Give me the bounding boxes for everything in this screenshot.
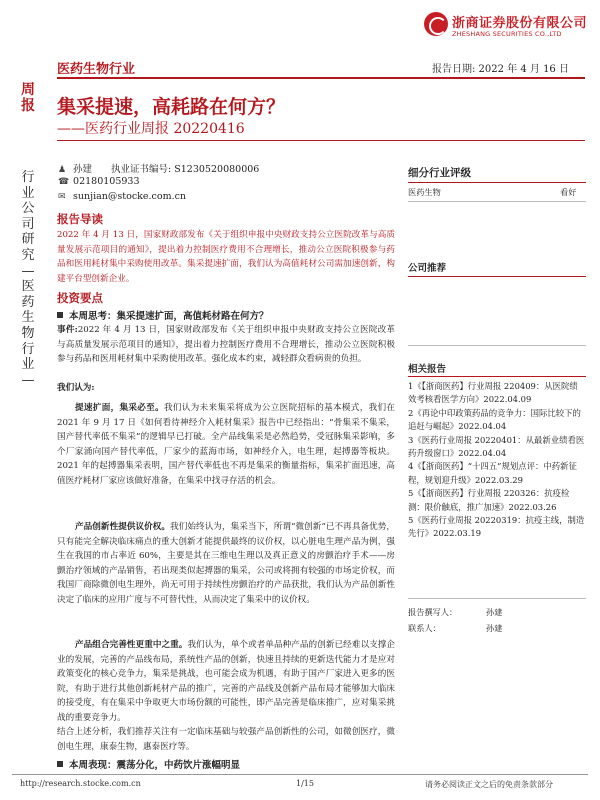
title-divider xyxy=(57,140,585,141)
author-label: 报告撰写人： xyxy=(408,607,458,617)
industry-title: 医药生物行业 xyxy=(57,62,136,77)
related-report-item[interactable]: 1《【浙商医药】行业周报 220409：从医院绩效考核看医学方向》2022.04.09 xyxy=(408,381,578,405)
recommend-divider xyxy=(408,276,586,277)
rating-title: 细分行业评级 xyxy=(408,167,471,179)
analyst-name-cert: 孙建 执业证书编号: S1230520080006 xyxy=(73,164,260,175)
analyst-phone: 02180105933 xyxy=(73,176,140,187)
analyst-email[interactable]: sunjian@stocke.com.cn xyxy=(73,191,187,202)
rating-divider xyxy=(408,182,586,183)
person-icon: ♟ xyxy=(58,165,67,175)
contact-name: 孙建 xyxy=(486,623,503,633)
bullet-weekly-thinking xyxy=(57,308,269,322)
related-title: 相关报告 xyxy=(408,364,447,375)
bullet-weekly-performance xyxy=(57,757,240,771)
report-date: 报告日期: 2022 年 4 月 16 日 xyxy=(432,64,569,75)
paragraph-portfolio xyxy=(57,638,395,726)
p1-text: 我们认为未来集采将成为公立医院招标的基本模式，我们在 2021 年 9 月 17 日《如何看待神经介入耗材集采》报告中已经指出：“骨集采不集采，国产替代率低不集采”的逻辑早已打破。全产品线集采是必然趋势，受冠脉集采影响，多个厂家涌向国产替代率低，厂家少的蓝海市场，如神经介入，电生理，起搏器等板块。2021 年的起搏器集采表明，国产替代率低也不再是集采的衡量指标，集采扩面迅速，高值医疗耗材厂家应该做好准备，在集采中找寻存活的机会。 xyxy=(57,403,395,486)
event-text: 2022 年 4 月 13 日，国家财政部发布《关于组织申报中央财政支持公立医院改革与高质量发展示范项目的通知》，提出着力控制医疗费用不合理增长，推动公立医院积极参与药品和医用耗材集中采购使用改革。强化成本约束，减轻群众看病贵的负担。 xyxy=(57,325,395,365)
footer-url[interactable]: http://research.stocke.com.cn xyxy=(20,779,141,788)
recommend-bottom-rule xyxy=(408,345,586,346)
p3-text: 我们认为，单个或者单品种产品的创新已经难以支撑企业的发展，完善的产品线布局，系统性产品的创新，快速且持续的更新迭代能力才是应对政策变化的核心竞争力，集采是挑战，也可能会成为机遇，有助于国产厂家进入更多的医院，有助于进行其他创新耗材产品的推广，完善的产品线及创新产品布局才能够加大临床的接受度，有在集采中争取更大市场份额的可能性，即产品完善是临床推广，应对集采挑战的重要竞争力。 xyxy=(57,640,395,723)
bullet-weekly-performance-text: 本周表现：震荡分化，中药饮片涨幅明显 xyxy=(69,760,241,771)
phone-icon: ☎ xyxy=(58,177,70,187)
email-line xyxy=(58,191,186,202)
p3-label: 产品组合完善性更重中之重。 xyxy=(75,640,188,650)
phone-line xyxy=(58,176,140,187)
related-bottom-rule xyxy=(408,598,586,599)
author-name: 孙建 xyxy=(486,607,503,617)
points-heading: 投资要点 xyxy=(57,291,103,305)
company-name-cn: 浙商证券股份有限公司 xyxy=(452,16,588,31)
company-name-en: ZHESHANG SECURITIES CO.,LTD xyxy=(452,30,562,38)
email-icon: ✉ xyxy=(58,192,66,202)
side-label-category: 行业公司研究—医药生物行业— xyxy=(21,170,35,388)
rating-sector: 医药生物 xyxy=(408,187,441,197)
square-bullet-icon xyxy=(57,312,63,318)
p1-label: 提速扩面，集采必至。 xyxy=(75,403,164,413)
bullet-weekly-thinking-text: 本周思考：集采提速扩面，高值耗材路在何方？ xyxy=(69,311,269,322)
company-logo-icon xyxy=(424,12,448,36)
footer-divider xyxy=(12,774,588,775)
analyst-line xyxy=(58,161,259,175)
event-label: 事件: xyxy=(57,325,78,335)
footer-disclaimer: 请务必阅读正文之后的免责条款部分 xyxy=(425,780,553,789)
conclusion-paragraph: 结合上述分析，我们推荐关注有一定临床基础与较强产品创新性的公司，如微创医疗，微创电生理，康泰生物，惠泰医疗等。 xyxy=(57,727,395,752)
related-report-item[interactable]: 5《医药行业周报 20220319：抗疫主线，制造先行》2022.03.19 xyxy=(408,515,585,539)
paragraph-collective-procurement xyxy=(57,401,395,489)
related-reports-list xyxy=(408,380,586,541)
report-subtitle: ——医药行业周报 20220416 xyxy=(57,121,245,137)
p2-text: 我们始终认为，集采当下，所谓“微创新”已不再具备优势，只有能完全解决临床痛点的重大创新才能提供最终的议价权，以心脏电生理产品为例，强生在我国的市占率近 60%，主要是其在三维电生理以及真正意义的房颤治疗手术——房颤治疗领域的产品销售，若出现类似起搏器的集采，公司或将拥有较强的市场定价权，而我国厂商除微创电生理外，尚无可用于持续性房颤治疗的产品获批，我们认为产品创新性决定了临床的应用广度与不可替代性，从而决定了集采中的议价权。 xyxy=(57,522,395,605)
view-label: 我们认为: xyxy=(57,383,95,393)
rating-value: 看好 xyxy=(560,187,577,197)
header-divider xyxy=(57,77,585,79)
p2-label: 产品创新性提供议价权。 xyxy=(75,522,171,532)
related-report-item[interactable]: 2《再论中印政策药品的竞争力：国际比较下的追赶与崛起》2022.04.04 xyxy=(408,407,581,432)
intro-text: 2022 年 4 月 13 日，国家财政部发布《关于组织申报中央财政支持公立医院改革与高质量发展示范项目的通知》，提出着力控制医疗费用不合理增长，推动公立医院积极参与药品和医用耗材集中采购使用改革。集采提速扩面，我们认为高值耗材公司需加速创新，构建平台型创新企业。 xyxy=(57,230,395,284)
recommend-title: 公司推荐 xyxy=(408,263,447,274)
paragraph-innovation xyxy=(57,520,395,608)
side-label-weekly: 周报 xyxy=(21,82,35,114)
event-paragraph xyxy=(57,323,395,367)
related-report-item[interactable]: 5《【浙商医药】行业周报 220326：抗疫检测：限价触底，推广加速》2022.03.26 xyxy=(408,488,570,512)
square-bullet-icon xyxy=(57,761,63,767)
related-report-item[interactable]: 3《医药行业周报 20220401：从最新业绩看医药升级窗口》2022.04.04 xyxy=(408,434,585,459)
report-title: 集采提速，高耗路在何方？ xyxy=(57,96,286,118)
related-report-item[interactable]: 4《【浙商医药】“十四五”规划点评：中药新征程，规划迎升级》2022.03.29 xyxy=(408,461,577,485)
intro-heading: 报告导读 xyxy=(57,212,103,226)
rating-bottom-rule xyxy=(408,201,586,202)
page-number: 1/15 xyxy=(296,779,314,788)
related-divider xyxy=(408,376,586,377)
contact-label: 联系人： xyxy=(408,623,441,633)
